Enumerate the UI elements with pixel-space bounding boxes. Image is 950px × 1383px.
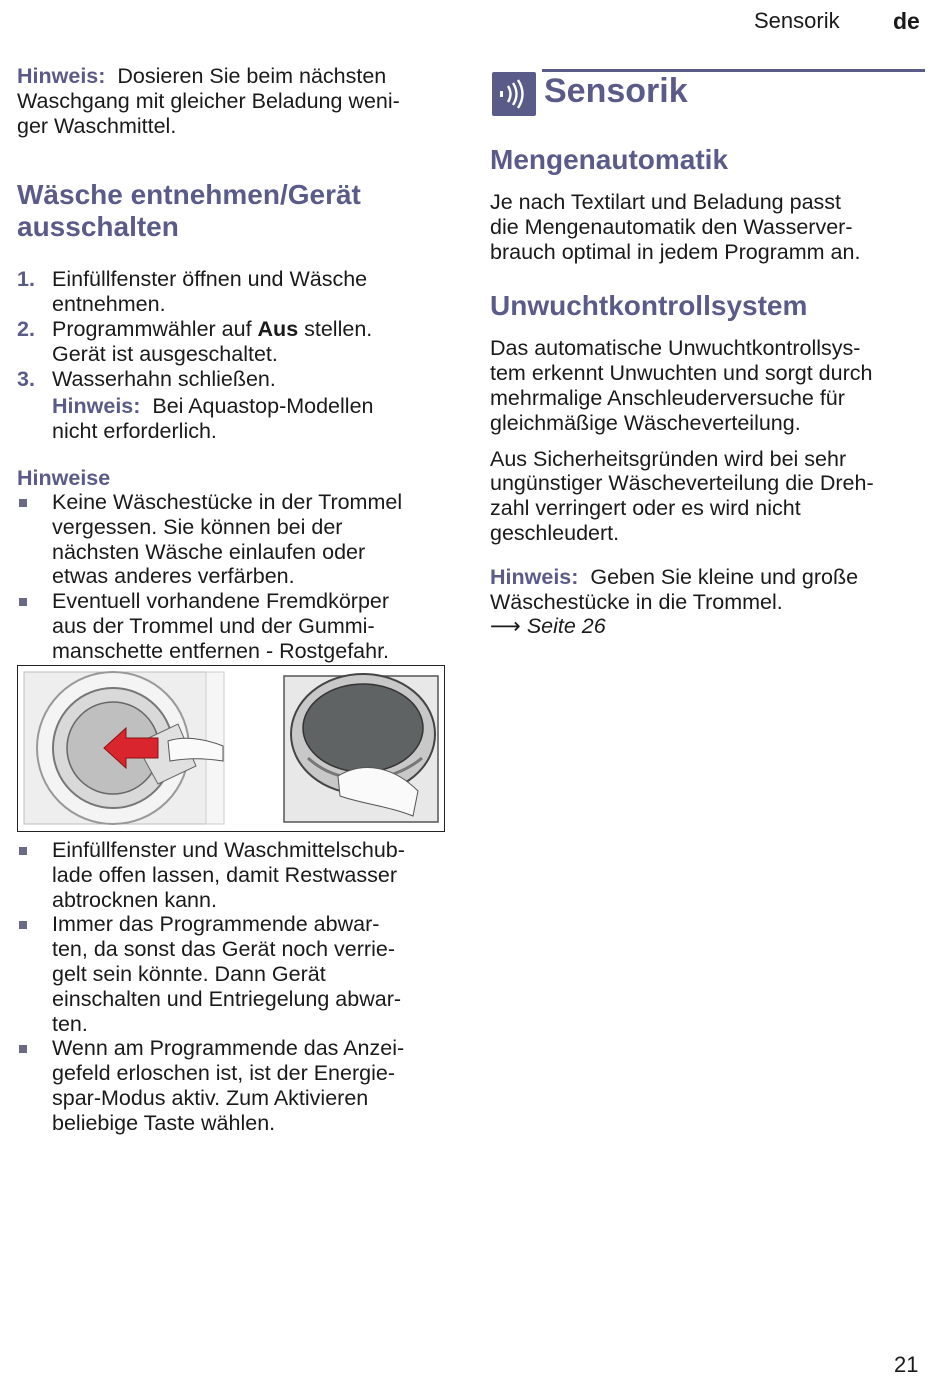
bullet-square-icon [19,847,27,855]
section-title: Sensorik [544,72,688,110]
page-number: 21 [894,1352,919,1377]
hinweise-heading: Hinweise [17,465,111,490]
extra-hints-list [17,838,457,1136]
bullet-square-icon [19,598,27,606]
paragraph-mengenautomatik: Je nach Textilart und Beladung passt die Mengenautomatik den Wasserver- brauch optimal in jedem Programm an. [490,190,861,264]
note-laundry-mix: Hinweis: Geben Sie kleine und große Wäschestücke in die Trommel. ⟶ Seite 26 [490,564,859,639]
bullet-square-icon [19,499,27,507]
washing-machine-illustration [17,665,445,832]
bullet-square-icon [19,1045,27,1053]
paragraph-unwucht-1: Das automatische Unwuchtkontrollsys- tem erkennt Unwuchten und sorgt durch mehrmalige Anschleuderversuche für gleichmäßige Wäscheverteilung. [490,336,873,435]
drum-interior [303,684,423,772]
sensor-waves-icon [492,72,536,116]
step-2: 2. Programmwähler auf Aus stellen. Gerät ist ausgeschaltet. [17,316,373,366]
arrow-right-icon: ⟶ [490,614,521,639]
illustration-svg [18,666,443,830]
heading-mengenautomatik: Mengenautomatik [490,144,729,175]
section-header [490,64,925,124]
list-item: Wenn am Programmende das Anzei- gefeld erloschen ist, ist der Energie- spar-Modus aktiv. Zum Aktivieren beliebige Taste wählen. [17,1036,457,1135]
note-dosing: Hinweis: Dosieren Sie beim nächsten Waschgang mit gleicher Beladung weni- ger Waschmittel. [17,64,400,138]
left-column [17,64,457,664]
step-1: 1. Einfüllfenster öffnen und Wäsche entnehmen. [17,267,368,317]
step-3-note: Hinweis: Bei Aquastop-Modellen nicht erforderlich. [52,394,374,444]
running-header-section: Sensorik [754,8,840,33]
hinweise-list [17,490,457,664]
left-column-lower [17,838,457,1136]
list-item: Keine Wäschestücke in der Trommel vergessen. Sie können bei der nächsten Wäsche einlaufen oder etwas anderes verfärben. [17,490,457,589]
note-label: Hinweis: [17,64,106,88]
bullet-square-icon [19,921,27,929]
page-reference-link[interactable]: Seite 26 [526,614,606,639]
list-item: Eventuell vorhandene Fremdkörper aus der Trommel und der Gummi- manschette entfernen - Rostgefahr. [17,589,457,663]
heading-remove-laundry: Wäsche entnehmen/Gerät ausschalten [17,179,361,243]
heading-unwuchtkontrollsystem: Unwuchtkontrollsystem [490,290,808,322]
right-column [490,64,925,639]
step-3: 3. Wasserhahn schließen. Hinweis: Bei Aquastop-Modellen nicht erforderlich. [17,367,457,444]
list-item: Immer das Programmende abwar- ten, da sonst das Gerät noch verrie- gelt sein könnte. Dann Gerät einschalten und Entriegelung abwar- ten. [17,912,457,1036]
steps-list [17,267,457,444]
list-item: Einfüllfenster und Waschmittelschub- lade offen lassen, damit Restwasser abtrocknen kann. [17,838,457,912]
running-header-language: de [893,8,920,34]
paragraph-unwucht-2: Aus Sicherheitsgründen wird bei sehr ungünstiger Wäscheverteilung die Dreh- zahl verringert oder es wird nicht geschleudert. [490,446,874,545]
